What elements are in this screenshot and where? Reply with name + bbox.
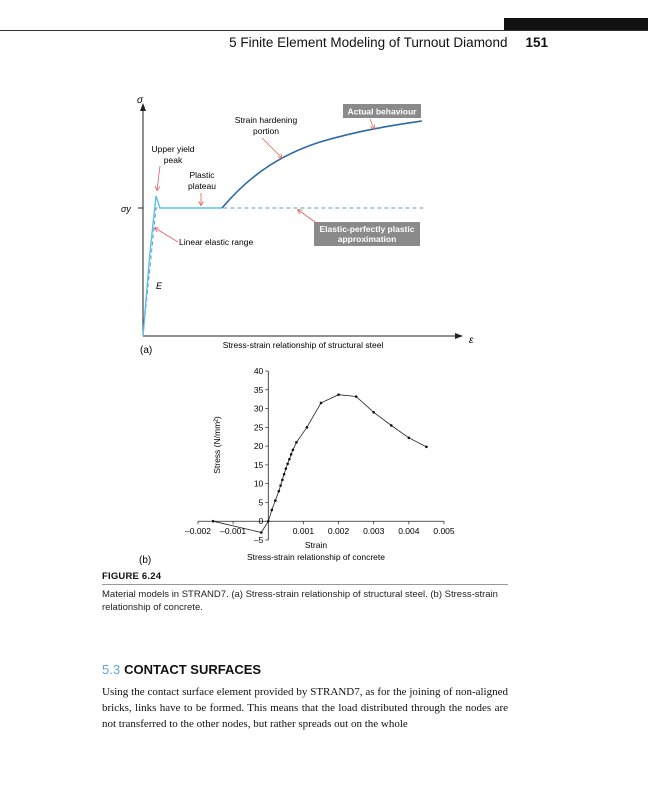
concrete-data-point xyxy=(306,426,309,429)
concrete-data-point xyxy=(260,531,263,534)
concrete-data-point xyxy=(278,490,281,493)
concrete-data-point xyxy=(279,484,282,487)
concrete-y-tick-label: 5 xyxy=(258,497,264,508)
concrete-y-tick-label: –5 xyxy=(253,535,264,545)
concrete-y-tick-label: 0 xyxy=(258,516,264,527)
strain-hardening-label-2: portion xyxy=(253,126,279,136)
concrete-x-tick-label: 0.001 xyxy=(292,526,315,537)
strain-hardening-label: Strain hardening xyxy=(234,115,298,125)
concrete-data-point xyxy=(408,437,411,440)
plastic-plateau-label: Plastic xyxy=(189,170,215,180)
concrete-data-point xyxy=(425,446,428,449)
concrete-y-tick-label: 25 xyxy=(253,422,264,433)
upper-yield-label-2: peak xyxy=(163,155,183,165)
sigma-axis-label: σ xyxy=(136,95,144,106)
concrete-x-tick-label: 0.005 xyxy=(433,526,455,537)
panel-a-label: (a) xyxy=(140,345,153,356)
modulus-label: E xyxy=(156,281,163,291)
linear-elastic-label: Linear elastic range xyxy=(179,237,254,247)
figure-label: FIGURE 6.24 xyxy=(102,571,162,582)
concrete-x-tick-label: 0.002 xyxy=(327,526,350,537)
concrete-data-point xyxy=(286,462,289,465)
upper-yield-label: Upper yield xyxy=(151,144,195,154)
elastic-perfectly-plastic-label: Elastic-perfectly plastic xyxy=(319,224,415,234)
chapter-title: 5 Finite Element Modeling of Turnout Diamond xyxy=(229,35,508,50)
figure-caption: Material models in STRAND7. (a) Stress-strain relationship of structural steel. (b) Stress-strain relationship of concrete. xyxy=(102,589,498,613)
plastic-plateau-label-2: plateau xyxy=(188,181,216,191)
concrete-data-point xyxy=(271,509,274,512)
concrete-series-line xyxy=(213,395,426,533)
concrete-chart-title: Stress-strain relationship of concrete xyxy=(247,552,385,562)
concrete-y-tick-label: 30 xyxy=(253,403,264,414)
concrete-data-point xyxy=(320,402,323,405)
concrete-x-tick-label: 0.004 xyxy=(398,526,420,537)
concrete-data-point xyxy=(283,473,286,476)
concrete-data-point xyxy=(288,458,291,461)
concrete-x-tick-label: –0.001 xyxy=(220,526,247,537)
concrete-x-axis-label: Strain xyxy=(304,540,328,550)
concrete-data-point xyxy=(267,520,270,523)
page-number: 151 xyxy=(525,35,548,50)
section-title: CONTACT SURFACES xyxy=(124,662,262,677)
panel-b-label: (b) xyxy=(139,555,152,566)
figure-rule xyxy=(102,584,508,585)
concrete-data-point xyxy=(295,441,298,444)
epsilon-axis-label: ε xyxy=(469,335,474,346)
concrete-data-point xyxy=(212,520,215,523)
concrete-y-tick-label: 35 xyxy=(253,384,264,395)
concrete-x-tick-label: 0.003 xyxy=(363,526,385,537)
concrete-data-point xyxy=(337,393,340,396)
concrete-y-tick-label: 15 xyxy=(253,459,264,470)
concrete-data-point xyxy=(292,449,295,452)
concrete-x-tick-label: –0.002 xyxy=(185,526,211,537)
section-number: 5.3 xyxy=(102,662,121,677)
yield-stress-label: σy xyxy=(121,204,131,214)
section-heading xyxy=(102,662,261,677)
concrete-data-point xyxy=(390,424,393,427)
concrete-data-point xyxy=(285,467,288,470)
section-body: Using the contact surface element provided by STRAND7, as for the joining of non-aligned bricks, links have to be formed. This means that the load distributed through the nodes are not transferred to the other nodes, but rather spreads out on the whole xyxy=(102,686,508,730)
concrete-y-tick-label: 20 xyxy=(253,441,264,452)
concrete-y-axis-label: Stress (N/mm²) xyxy=(212,416,222,474)
concrete-data-point xyxy=(290,453,293,456)
concrete-data-point xyxy=(355,395,358,398)
concrete-data-point xyxy=(281,479,284,482)
concrete-data-point xyxy=(274,499,277,502)
concrete-y-tick-label: 40 xyxy=(253,366,264,376)
actual-behaviour-label: Actual behaviour xyxy=(347,106,417,117)
concrete-y-tick-label: 10 xyxy=(253,478,264,489)
panel-a-title: Stress-strain relationship of structural steel xyxy=(222,340,384,350)
concrete-data-point xyxy=(372,411,375,414)
elastic-perfectly-plastic-label-2: approximation xyxy=(337,234,397,244)
